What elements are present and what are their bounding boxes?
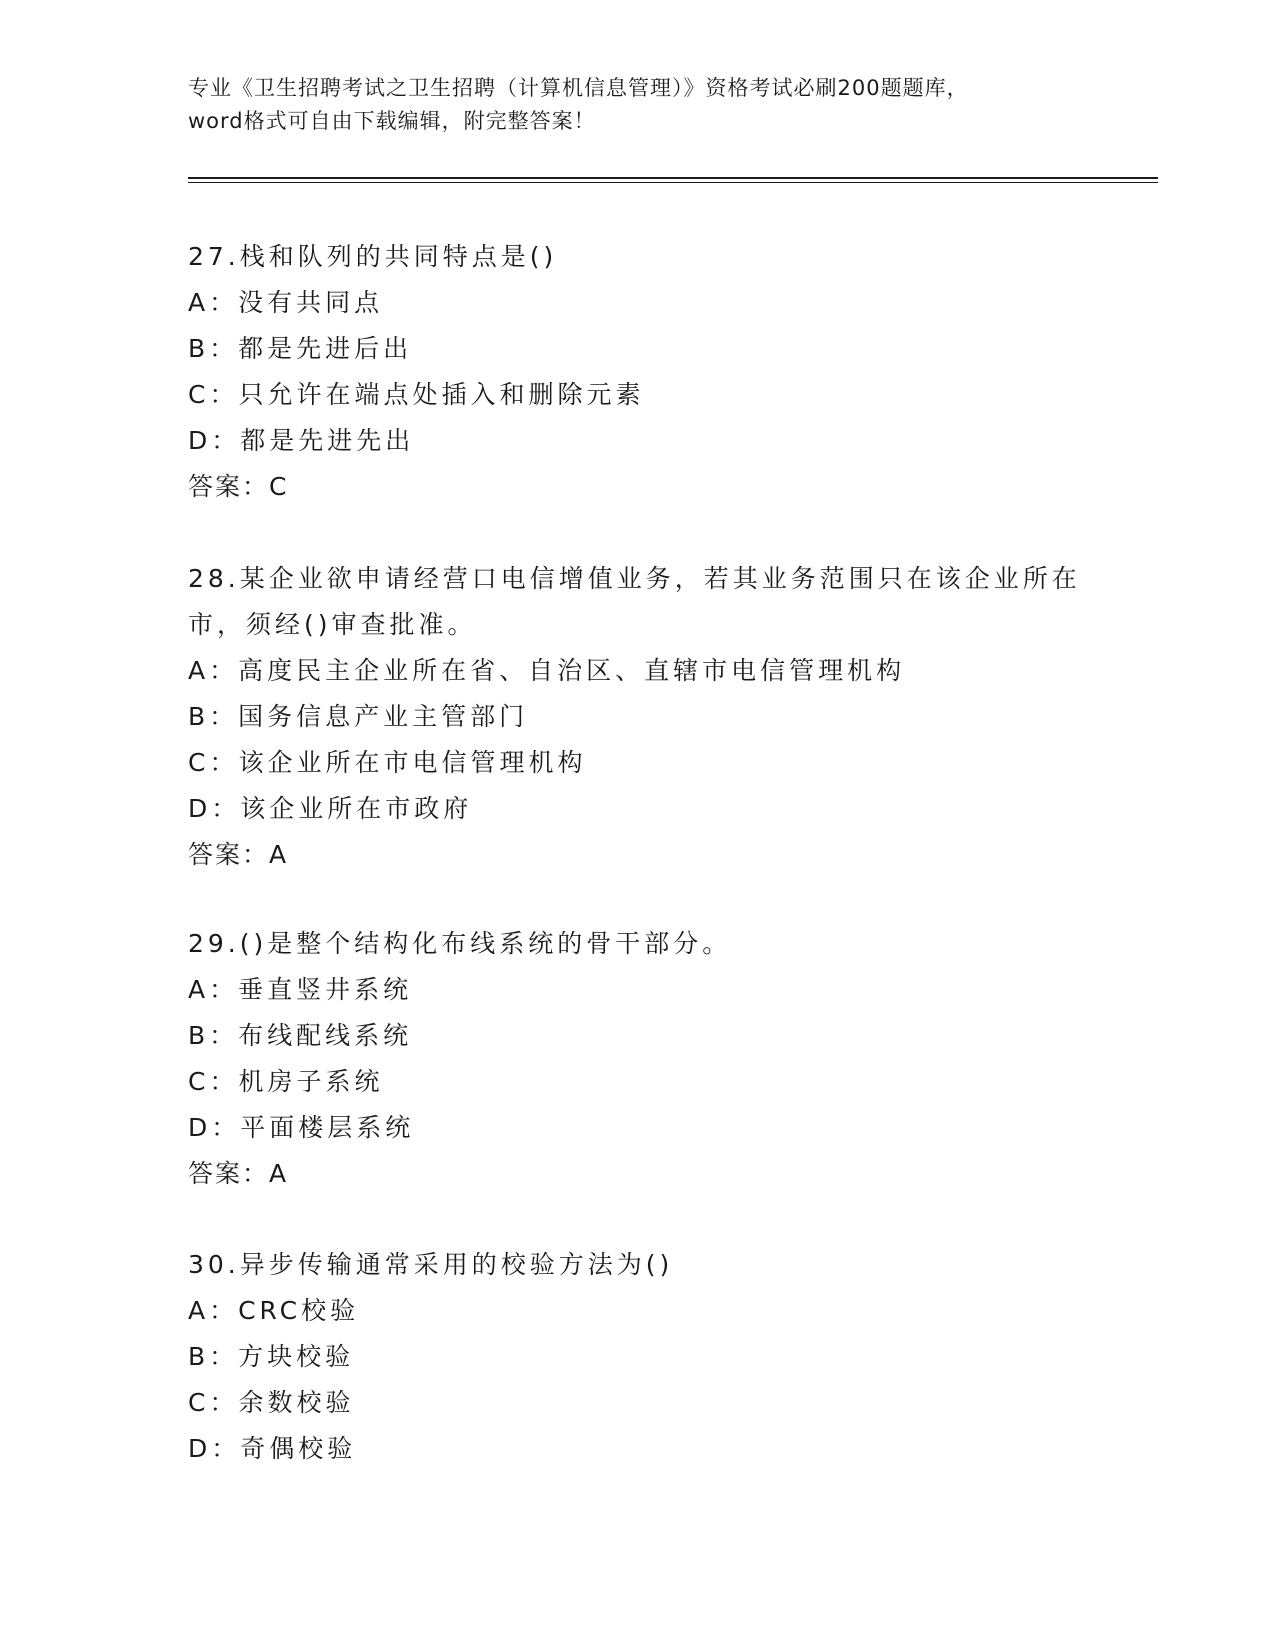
option-a: A：没有共同点 [188, 288, 384, 317]
option-d: D：该企业所在市政府 [188, 794, 473, 823]
option-c: C：只允许在端点处插入和删除元素 [188, 380, 645, 409]
answer: 答案：A [188, 840, 289, 869]
option-d: D：平面楼层系统 [188, 1113, 415, 1142]
option-a: A：高度民主企业所在省、自治区、直辖市电信管理机构 [188, 656, 906, 685]
question-stem-continued: 市，须经()审查批准。 [188, 610, 477, 639]
question-30 [188, 1242, 1088, 1472]
document-header [188, 72, 1088, 138]
header-divider-thin [188, 182, 1158, 183]
option-a: A：垂直竖井系统 [188, 975, 413, 1004]
question-stem: 28.某企业欲申请经营口电信增值业务，若其业务范围只在该企业所在 [188, 564, 1081, 593]
question-stem: 27.栈和队列的共同特点是() [188, 242, 558, 271]
question-27 [188, 234, 1088, 510]
option-c: C：该企业所在市电信管理机构 [188, 748, 587, 777]
option-c: C：机房子系统 [188, 1067, 384, 1096]
question-stem: 29.()是整个结构化布线系统的骨干部分。 [188, 929, 732, 958]
option-b: B：布线配线系统 [188, 1021, 413, 1050]
answer: 答案：C [188, 472, 289, 501]
option-d: D：奇偶校验 [188, 1434, 357, 1463]
option-b: B：国务信息产业主管部门 [188, 702, 529, 731]
option-d: D：都是先进先出 [188, 426, 415, 455]
header-line-2: word格式可自由下载编辑，附完整答案！ [188, 109, 596, 133]
question-28 [188, 556, 1088, 878]
option-b: B：都是先进后出 [188, 334, 413, 363]
answer: 答案：A [188, 1159, 289, 1188]
option-a: A：CRC校验 [188, 1296, 360, 1325]
header-divider-thick [188, 177, 1158, 179]
question-29 [188, 921, 1088, 1197]
option-c: C：余数校验 [188, 1388, 355, 1417]
option-b: B：方块校验 [188, 1342, 355, 1371]
header-line-1: 专业《卫生招聘考试之卫生招聘（计算机信息管理）》资格考试必刷200题题库， [188, 76, 969, 100]
question-stem: 30.异步传输通常采用的校验方法为() [188, 1250, 674, 1279]
